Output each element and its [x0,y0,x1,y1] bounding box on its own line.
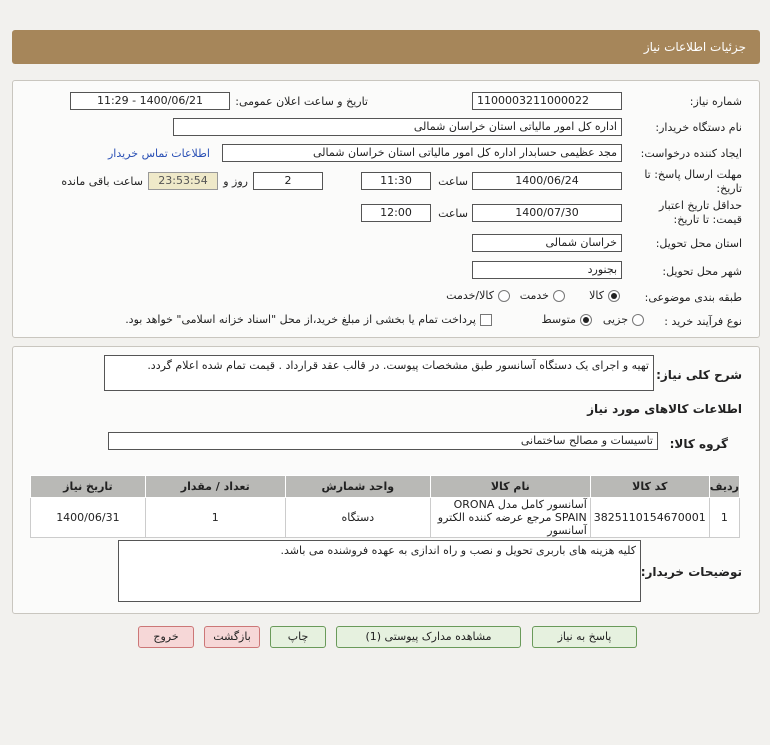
announce-label: تاریخ و ساعت اعلان عمومی: [235,95,368,108]
page-title: جزئیات اطلاعات نیاز [643,40,746,54]
cell-name: آسانسور کامل مدل ORONA SPAIN مرجع عرضه کننده الکترو آسانسور [430,498,590,538]
goods-table-wrap [30,475,740,538]
deadline-label: مهلت ارسال پاسخ: تا تاریخ: [644,168,742,195]
cell-row: 1 [709,498,739,538]
deadline-time-label: ساعت [438,175,468,188]
category-option-goods-label: کالا [589,289,604,302]
need-number-label: شماره نیاز: [689,95,742,108]
process-option-minor-label: جزیی [602,313,628,326]
table-row [31,498,740,538]
category-label: طبقه بندی موضوعی: [644,291,742,304]
description-text: تهیه و اجرای یک دستگاه آسانسور طبق مشخصات پیوست. در قالب عقد قرارداد . قیمت تمام شده اعلام گردد. [147,359,649,372]
view-documents-button[interactable]: مشاهده مدارک پیوستی (1) [336,626,521,648]
process-label: نوع فرآیند خرید : [664,315,742,328]
remaining-time-field: 23:53:54 [148,172,218,190]
deadline-time-field: 11:30 [361,172,431,190]
process-option-medium[interactable] [541,313,592,326]
respond-button[interactable]: پاسخ به نیاز [532,626,637,648]
deadline-date-field: 1400/06/24 [472,172,622,190]
col-name: نام کالا [430,476,590,498]
category-option-service-label: خدمت [519,289,549,302]
category-option-service[interactable] [520,289,565,302]
validity-time-field: 12:00 [361,204,431,222]
goods-group-field: تاسیسات و مصالح ساختمانی [108,432,658,450]
process-option-medium-label: متوسط [541,313,576,326]
description-label: شرح کلی نیاز: [656,368,742,382]
col-date: تاریخ نیاز [31,476,146,498]
category-option-goods-service-label: کالا/خدمت [446,289,494,302]
treasury-option[interactable] [125,313,492,326]
buyer-notes-text: کلیه هزینه های باربری تحویل و نصب و راه اندازی به عهده فروشنده می باشد. [280,544,636,557]
back-button[interactable]: بازگشت [204,626,260,648]
print-button[interactable]: چاپ [270,626,326,648]
goods-info-title: اطلاعات کالاهای مورد نیاز [587,402,742,416]
validity-time-label: ساعت [438,207,468,220]
treasury-checkbox[interactable] [480,314,492,326]
category-option-goods-service[interactable] [446,289,510,302]
days-label: روز و [223,175,248,188]
province-label: استان محل تحویل: [655,237,742,250]
requester-field: مجد عظیمی حسابدار اداره کل امور مالیاتی استان خراسان شمالی [222,144,622,162]
category-option-goods[interactable] [589,289,620,302]
cell-date: 1400/06/31 [31,498,146,538]
exit-button[interactable]: خروج [138,626,194,648]
buyer-notes-box [118,540,641,602]
goods-group-label: گروه کالا: [669,437,728,451]
announce-field: 1400/06/21 - 11:29 [70,92,230,110]
validity-label: حداقل تاریخ اعتبار قیمت: تا تاریخ: [658,199,742,226]
buyer-notes-label: توضیحات خریدار: [640,565,742,579]
cell-unit: دستگاه [285,498,430,538]
cell-qty: 1 [145,498,285,538]
buyer-org-label: نام دستگاه خریدار: [655,121,742,134]
city-label: شهر محل تحویل: [662,265,742,278]
validity-date-field: 1400/07/30 [472,204,622,222]
col-qty: تعداد / مقدار [145,476,285,498]
city-field: بجنورد [472,261,622,279]
process-option-minor[interactable] [603,313,644,326]
radio-medium[interactable] [580,314,592,326]
goods-table [30,475,740,538]
radio-goods[interactable] [608,290,620,302]
radio-minor[interactable] [632,314,644,326]
radio-service[interactable] [553,290,565,302]
remaining-label: ساعت باقی مانده [61,175,143,188]
col-row: ردیف [709,476,739,498]
requester-label: ایجاد کننده درخواست: [640,147,742,160]
days-field: 2 [253,172,323,190]
col-unit: واحد شمارش [285,476,430,498]
cell-code: 3825110154670001 [590,498,709,538]
contact-buyer-link[interactable]: اطلاعات تماس خریدار [108,147,210,160]
treasury-note: پرداخت تمام یا بخشی از مبلغ خرید،از محل "اسناد خزانه اسلامی" خواهد بود. [125,313,476,326]
page-header [12,30,760,64]
province-field: خراسان شمالی [472,234,622,252]
description-box [104,355,654,391]
col-code: کد کالا [590,476,709,498]
radio-goods-service[interactable] [498,290,510,302]
need-number-field: 1100003211000022 [472,92,622,110]
buyer-org-field: اداره کل امور مالیاتی استان خراسان شمالی [173,118,622,136]
